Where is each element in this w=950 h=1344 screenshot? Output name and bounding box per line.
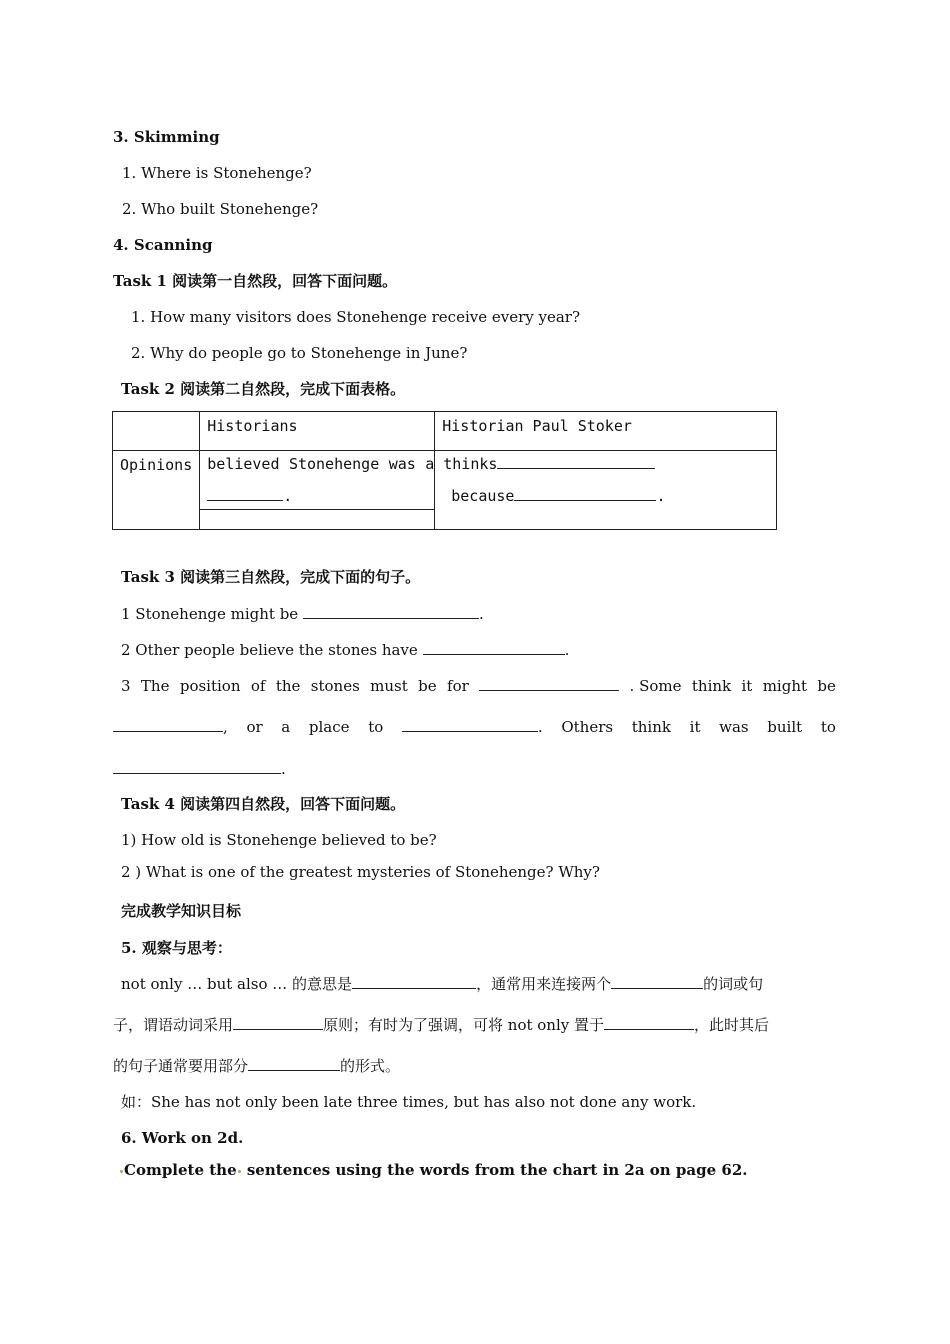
text: 的形式。: [340, 1057, 401, 1075]
word: for: [447, 677, 469, 695]
cell-divider: [200, 509, 434, 520]
word: be: [418, 677, 437, 695]
sentence-text: 2 Other people believe the stones have: [121, 641, 418, 659]
section-5-line-2: [113, 1016, 769, 1034]
blank-with-comma: [113, 718, 228, 736]
knowledge-goals-title: 完成教学知识目标: [121, 902, 242, 920]
period: .: [281, 760, 286, 778]
answer-blank[interactable]: [113, 718, 223, 732]
period: .: [656, 487, 666, 505]
table-corner-cell: [113, 412, 200, 451]
task-1-question-1: 1. How many visitors does Stonehenge receive every year?: [131, 308, 581, 326]
period: .: [564, 641, 570, 659]
paul-stoker-line-2: [435, 473, 776, 505]
text: Complete the: [124, 1161, 237, 1179]
task-3-title: Task 3 阅读第三自然段，完成下面的句子。: [121, 568, 421, 586]
task-4-title: Task 4 阅读第四自然段，回答下面问题。: [121, 795, 406, 813]
task-1-question-2: 2. Why do people go to Stonehenge in June?: [131, 344, 468, 362]
period: .: [478, 605, 484, 623]
word: of: [250, 677, 266, 695]
text: ，通常用来连接两个: [476, 975, 612, 993]
answer-blank[interactable]: [248, 1057, 340, 1071]
task-3-sentence-1: [121, 605, 484, 623]
answer-blank[interactable]: [423, 641, 565, 655]
task-3-sentence-3-line-2: [113, 718, 836, 736]
historians-opinion-line-2: [200, 473, 434, 505]
task-2-title: Task 2 阅读第二自然段，完成下面表格。: [121, 380, 406, 398]
word: to: [820, 718, 836, 736]
answer-blank[interactable]: [303, 605, 479, 619]
bullet-dot-icon: [120, 1170, 123, 1173]
task-4-question-2: 2 ) What is one of the greatest mysteries of Stonehenge? Why?: [121, 863, 600, 881]
word: be: [817, 677, 836, 695]
word: Others: [561, 718, 614, 736]
opinions-label-cell: [113, 451, 200, 530]
text: 的词或句: [703, 975, 764, 993]
opinions-label: Opinions: [120, 456, 193, 474]
historians-header-cell: [200, 412, 435, 451]
word: believed: [207, 455, 280, 473]
answer-blank[interactable]: [604, 1016, 694, 1030]
word: a: [425, 455, 435, 473]
skimming-question-1: 1. Where is Stonehenge?: [122, 164, 312, 182]
opinions-table: [112, 411, 777, 530]
task-3-sentence-2: [121, 641, 569, 659]
word: stones: [310, 677, 360, 695]
because-label: because: [451, 487, 515, 505]
word: might: [762, 677, 808, 695]
word: or: [246, 718, 263, 736]
word: was: [719, 718, 749, 736]
section-5-line-1: [121, 975, 763, 993]
text: ，此时其后: [694, 1016, 770, 1034]
comma: ,: [223, 718, 228, 736]
word: Stonehenge: [288, 455, 380, 473]
answer-blank[interactable]: [497, 455, 655, 469]
period: .: [537, 718, 543, 736]
text: 的句子通常要用部分: [113, 1057, 249, 1075]
word: The: [140, 677, 170, 695]
section-5-example: 如：She has not only been late three times, but has also not done any work.: [121, 1093, 697, 1111]
sentence-text: 1 Stonehenge might be: [121, 605, 299, 623]
text: 原则；有时为了强调，可将 not only 置于: [323, 1016, 605, 1034]
word: must: [370, 677, 408, 695]
text: not only … but also … 的意思是: [121, 975, 353, 993]
answer-blank[interactable]: [207, 487, 283, 501]
answer-blank[interactable]: [233, 1016, 323, 1030]
task-1-title: Task 1 阅读第一自然段，回答下面问题。: [113, 272, 398, 290]
word: a: [281, 718, 291, 736]
historians-header: Historians: [207, 417, 298, 435]
text: 子，谓语动词采用: [113, 1016, 234, 1034]
skimming-question-2: 2. Who built Stonehenge?: [122, 200, 319, 218]
answer-blank[interactable]: [514, 487, 656, 501]
section-3-title: 3. Skimming: [113, 128, 220, 146]
paul-stoker-opinion-cell: [435, 451, 777, 530]
answer-blank[interactable]: [402, 718, 538, 732]
paul-stoker-header: Historian Paul Stoker: [442, 417, 632, 435]
word: it: [689, 718, 701, 736]
word: . Some: [629, 677, 682, 695]
bullet-dot-icon: [238, 1170, 241, 1173]
section-5-line-3: [113, 1057, 400, 1075]
word: position: [179, 677, 241, 695]
paul-stoker-line-1: [435, 451, 776, 473]
task-4-question-1: 1) How old is Stonehenge believed to be?: [121, 831, 437, 849]
historians-opinion-line-1: [200, 451, 434, 473]
answer-blank[interactable]: [113, 760, 281, 774]
paul-stoker-header-cell: [435, 412, 777, 451]
word: built: [767, 718, 803, 736]
answer-blank[interactable]: [479, 677, 619, 691]
word: was: [388, 455, 416, 473]
period: .: [283, 487, 293, 505]
thinks-label: thinks: [443, 455, 498, 473]
section-6-instruction: [119, 1161, 747, 1179]
word: 3: [121, 677, 131, 695]
word: think: [631, 718, 671, 736]
word: it: [741, 677, 753, 695]
task-3-sentence-3-line-3: [113, 760, 286, 778]
historians-opinion-cell: [200, 451, 435, 530]
section-5-title: 5. 观察与思考：: [121, 939, 232, 957]
word: place: [308, 718, 350, 736]
answer-blank[interactable]: [611, 975, 703, 989]
word: think: [691, 677, 732, 695]
word: to: [368, 718, 384, 736]
section-4-title: 4. Scanning: [113, 236, 213, 254]
blank-with-period: [402, 718, 543, 736]
section-6-title: 6. Work on 2d.: [121, 1129, 244, 1147]
word: the: [275, 677, 301, 695]
text: sentences using the words from the chart in 2a on page 62.: [246, 1161, 748, 1179]
answer-blank[interactable]: [352, 975, 476, 989]
task-3-sentence-3-line-1: [121, 677, 836, 695]
